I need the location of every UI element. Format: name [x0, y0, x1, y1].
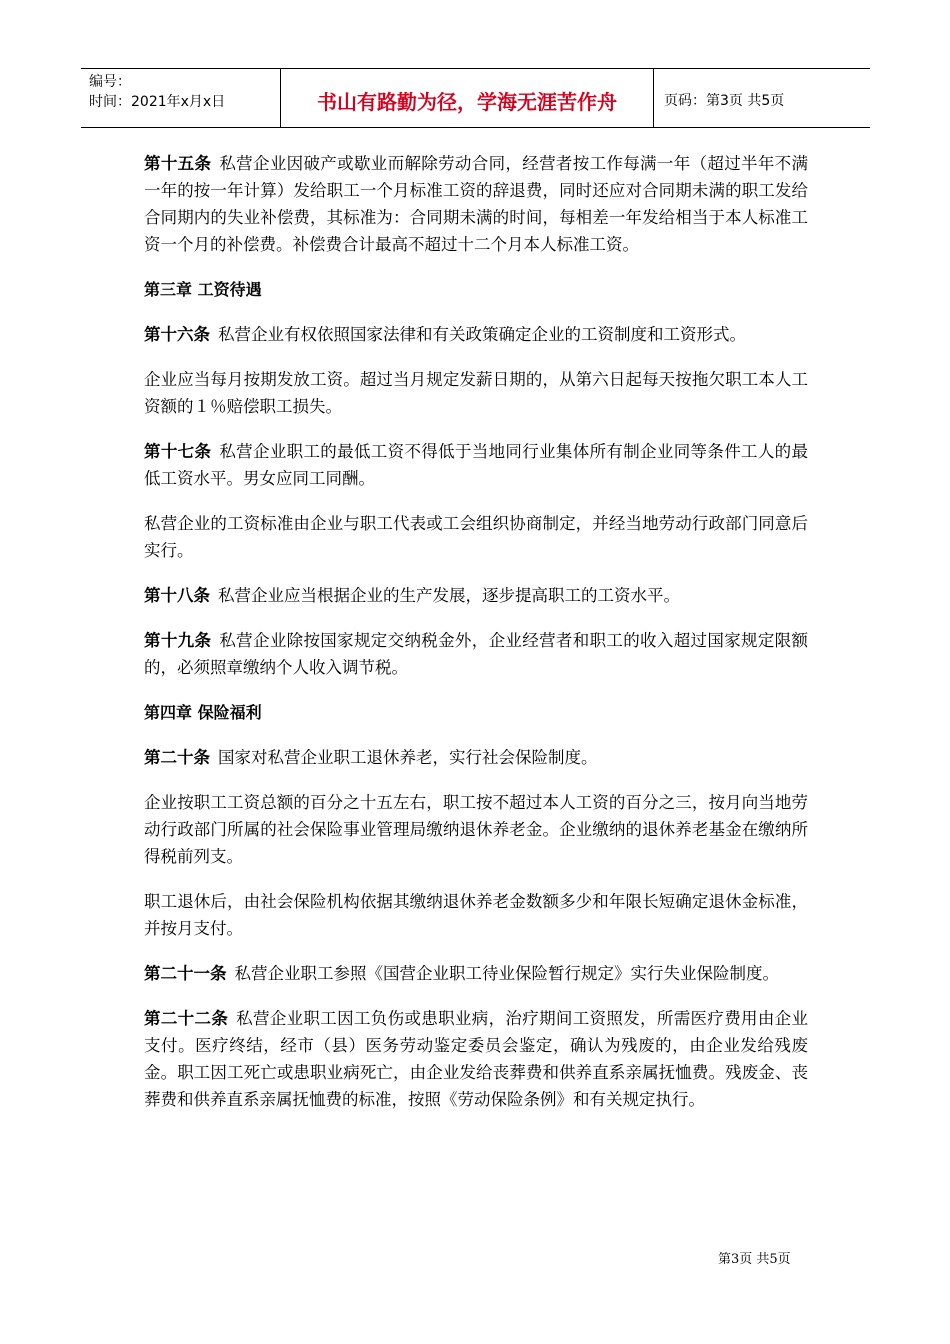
body-paragraph — [144, 888, 808, 942]
header-page-info: 页码：第3页 共5页 — [664, 93, 785, 109]
document-date: 时间：2021年x月x日 — [89, 94, 226, 110]
article-paragraph — [144, 150, 808, 258]
body-paragraph — [144, 789, 808, 870]
body-paragraph — [144, 366, 808, 420]
paragraph-text: 私营企业职工参照《国营企业职工待业保险暂行规定》实行失业保险制度。 — [234, 964, 779, 983]
paragraph-text: 职工退休后，由社会保险机构依据其缴纳退休养老金数额多少和年限长短确定退休金标准，并按月支付。 — [144, 892, 808, 938]
header-meta — [81, 69, 281, 127]
header-motto: 书山有路勤为径，学海无涯苦作舟 — [281, 69, 654, 127]
article-label: 第十六条 — [144, 325, 210, 344]
article-paragraph — [144, 582, 808, 609]
article-paragraph — [144, 960, 808, 987]
paragraph-text: 私营企业除按国家规定交纳税金外，企业经营者和职工的收入超过国家规定限额的，必须照章缴纳个人收入调节税。 — [144, 631, 809, 677]
page-footer: 第3页 共5页 — [718, 1252, 791, 1267]
document-number-label: 编号： — [89, 74, 131, 90]
article-paragraph — [144, 1005, 808, 1113]
paragraph-text: 私营企业职工的最低工资不得低于当地同行业集体所有制企业同等条件工人的最低工资水平。男女应同工同酬。 — [144, 442, 809, 488]
document-body — [144, 150, 808, 1131]
article-paragraph — [144, 321, 808, 348]
article-label: 第二十条 — [144, 748, 210, 767]
paragraph-text: 企业应当每月按期发放工资。超过当月规定发薪日期的，从第六日起每天按拖欠职工本人工资额的１％赔偿职工损失。 — [144, 370, 808, 416]
paragraph-text: 国家对私营企业职工退休养老，实行社会保险制度。 — [218, 748, 598, 767]
chapter-heading: 第三章 工资待遇 — [144, 280, 262, 299]
chapter-heading: 第四章 保险福利 — [144, 703, 262, 722]
article-label: 第二十二条 — [144, 1009, 229, 1028]
paragraph-text: 私营企业有权依照国家法律和有关政策确定企业的工资制度和工资形式。 — [218, 325, 746, 344]
article-label: 第十五条 — [144, 154, 212, 173]
paragraph-text: 企业按职工工资总额的百分之十五左右，职工按不超过本人工资的百分之三，按月向当地劳动行政部门所属的社会保险事业管理局缴纳退休养老金。企业缴纳的退休养老基金在缴纳所得税前列支。 — [144, 793, 808, 866]
article-label: 第二十一条 — [144, 964, 227, 983]
article-label: 第十七条 — [144, 442, 212, 461]
paragraph-text: 私营企业应当根据企业的生产发展，逐步提高职工的工资水平。 — [218, 586, 680, 605]
paragraph-text: 私营企业职工因工负伤或患职业病，治疗期间工资照发，所需医疗费用由企业支付。医疗终结，经市（县）医务劳动鉴定委员会鉴定，确认为残废的，由企业发给残废金。职工因工死亡或患职业病死亡，由企业发给丧葬费和供养直系亲属抚恤费。残废金、丧葬费和供养直系亲属抚恤费的标准，按照《劳动保险条例》和有关规定执行。 — [144, 1009, 809, 1109]
paragraph-text: 私营企业因破产或歇业而解除劳动合同，经营者按工作每满一年（超过半年不满一年的按一年计算）发给职工一个月标准工资的辞退费，同时还应对合同期未满的职工发给合同期内的失业补偿费，其标准为：合同期未满的时间，每相差一年发给相当于本人标准工资一个月的补偿费。补偿费合计最高不超过十二个月本人标准工资。 — [144, 154, 809, 254]
body-paragraph — [144, 510, 808, 564]
document-header — [81, 68, 870, 128]
article-label: 第十八条 — [144, 586, 210, 605]
article-paragraph — [144, 744, 808, 771]
article-paragraph — [144, 627, 808, 681]
paragraph-text: 私营企业的工资标准由企业与职工代表或工会组织协商制定，并经当地劳动行政部门同意后实行。 — [144, 514, 808, 560]
article-paragraph — [144, 438, 808, 492]
article-label: 第十九条 — [144, 631, 212, 650]
